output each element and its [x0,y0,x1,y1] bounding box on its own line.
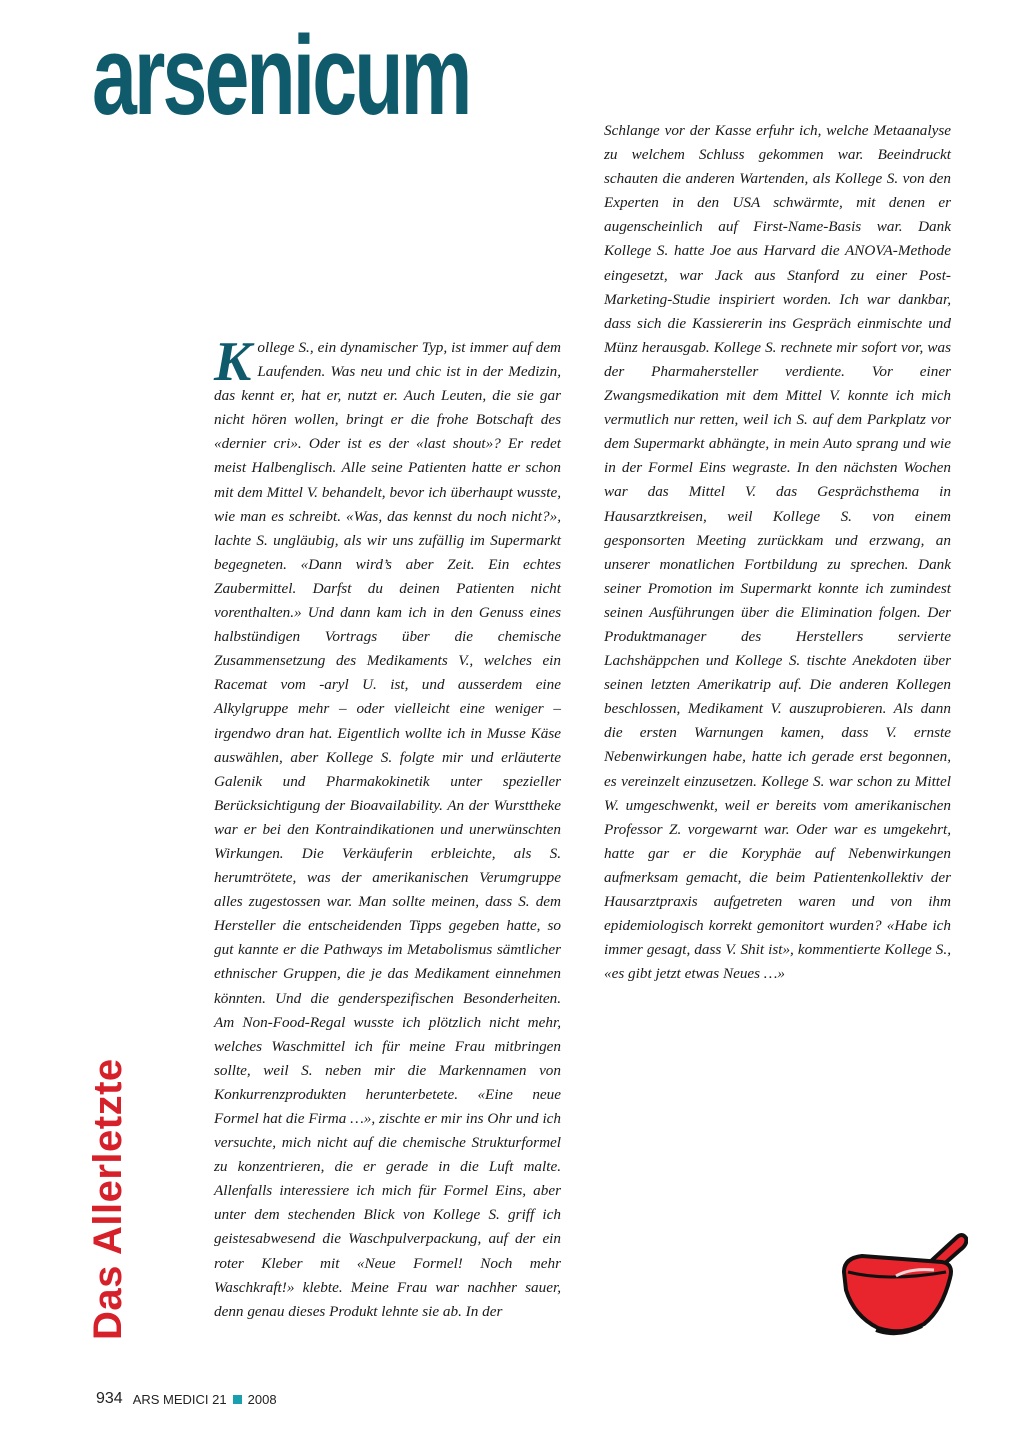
page-footer [96,1390,277,1408]
masthead-title: arsenicum [92,13,470,138]
drop-cap: K [214,331,252,393]
mortar-and-pestle-icon [838,1228,968,1338]
footer-square-icon [233,1395,242,1404]
article-column-left [214,331,561,1324]
page-number: 934 [96,1390,123,1407]
article-text-left: ollege S., ein dynamischer Typ, ist immer auf dem Laufenden. Was neu und chic ist in der Medizin, das kennt er, hat er, nutzt er. Auch Leuten, die sie gar nicht hören wollen, bringt er die frohe Botschaft des «dernier cri». Oder ist es der «last shout»? Er redet meist Halbenglisch. Alle seine Patienten hatte er schon mit dem Mittel V. behandelt, bevor ich überhaupt wusste, wie man es schreibt. «Was, das kennst du noch nicht?», lachte S. ungläubig, als wir uns zufällig im Supermarkt begegneten. «Dann wird’s aber Zeit. Ein echtes Zaubermittel. Darfst du deinen Patienten nicht vorenthalten.» Und dann kam ich in den Genuss eines halbstündigen Vortrags über die chemische Zusammensetzung des Medikaments V., welches ein Racemat vom -aryl U. ist, und ausserdem eine Alkylgruppe mehr – oder vielleicht eine weniger – irgendwo dran hat. Eigentlich wollte ich in Musse Käse auswählen, aber Kollege S. folgte mir und erläuterte Galenik und Pharmakokinetik unter spezieller Berücksichtigung der Bioavailability. An der Wursttheke war er bei den Kontraindikationen und unerwünschten Wirkungen. Die Verkäuferin erbleichte, als S. herumtrötete, was der amerikanischen Verumgruppe alles zugestossen war. Man sollte meinen, dass S. dem Hersteller die entscheidenden Tipps gegeben hatte, so gut kannte er die Pathways im Metabolismus sämtlicher ethnischer Gruppen, die je das Medikament einnehmen könnten. Und die genderspezifischen Besonderheiten. Am Non-Food-Regal wusste ich plötzlich nicht mehr, welches Waschmittel ich für meine Frau mitbringen sollte, weil S. neben mir die Markennamen von Konkurrenzprodukten herunterbetete. «Eine neue Formel hat die Firma …», zischte er mir ins Ohr und ich versuchte, mich nicht auf die chemische Strukturformel zu konzentrieren, die er gerade in die Luft malte. Allenfalls interessiere ich mich für Formel Eins, aber unter dem stechenden Blick von Kollege S. griff ich geistesabwesend die Waschpulverpackung, auf der ein roter Kleber mit «Neue Formel! Noch mehr Waschkraft!» klebte. Meine Frau war nachher sauer, denn genau dieses Produkt lehnte sie ab. In der [214,339,561,1320]
publication-year: 2008 [247,1391,277,1407]
article-text-right: Schlange vor der Kasse erfuhr ich, welche Metaanalyse zu welchem Schluss gekommen war. Beeindruckt schauten die anderen Wartenden, als Kollege S. von den Experten in den USA schwärmte, mit denen er augenscheinlich auf First-Name-Basis war. Dank Kollege S. hatte Joe aus Harvard die ANOVA-Methode eingesetzt, war Jack aus Stanford zu einer Post-Marketing-Studie inspiriert worden. Ich war dankbar, dass sich die Kassiererin ins Gespräch einmischte und Münz herausgab. Kollege S. rechnete mir sofort vor, was der Pharmahersteller verdiente. Vor einer Zwangsmedikation mit dem Mittel V. konnte ich mich vermutlich nur retten, weil ich S. auf dem Parkplatz vor dem Supermarkt abhängte, in mein Auto sprang und wie in der Formel Eins wegraste. In den nächsten Wochen war das Mittel V. das Gesprächsthema in Hausarztkreisen, weil Kollege S. von einem gesponsorten Meeting zurückkam und erzwang, an unserer monatlichen Fortbildung zu sprechen. Dank seiner Promotion im Supermarkt konnte ich zumindest seinen Ausführungen über die Elimination folgen. Der Produktmanager des Herstellers servierte Lachshäppchen und Kollege S. tischte Anekdoten über seinen letzten Amerikatrip auf. Die anderen Kollegen beschlossen, Medikament V. auszuprobieren. Als dann die ersten Warnungen kamen, dass V. ernste Nebenwirkungen habe, hatte ich gerade erst begonnen, es vereinzelt einzusetzen. Kollege S. war schon zu Mittel W. umgeschwenkt, weil er bereits vom amerikanischen Professor Z. vorgewarnt war. Oder war es umgekehrt, hatte gar er die Koryphäe auf Nebenwirkungen aufmerksam gemacht, die beim Patientenkollektiv der Hausarztpraxis aufgetreten waren und von ihm epidemiologisch korrekt gemonitort wurden? «Habe ich immer gesagt, dass V. Shit ist», kommentierte Kollege S., «es gibt jetzt etwas Neues …» [604,122,951,983]
journal-name: ARS MEDICI 21 [132,1391,227,1407]
section-label: Das Allerletzte [86,1058,130,1340]
article-column-right [604,119,951,986]
